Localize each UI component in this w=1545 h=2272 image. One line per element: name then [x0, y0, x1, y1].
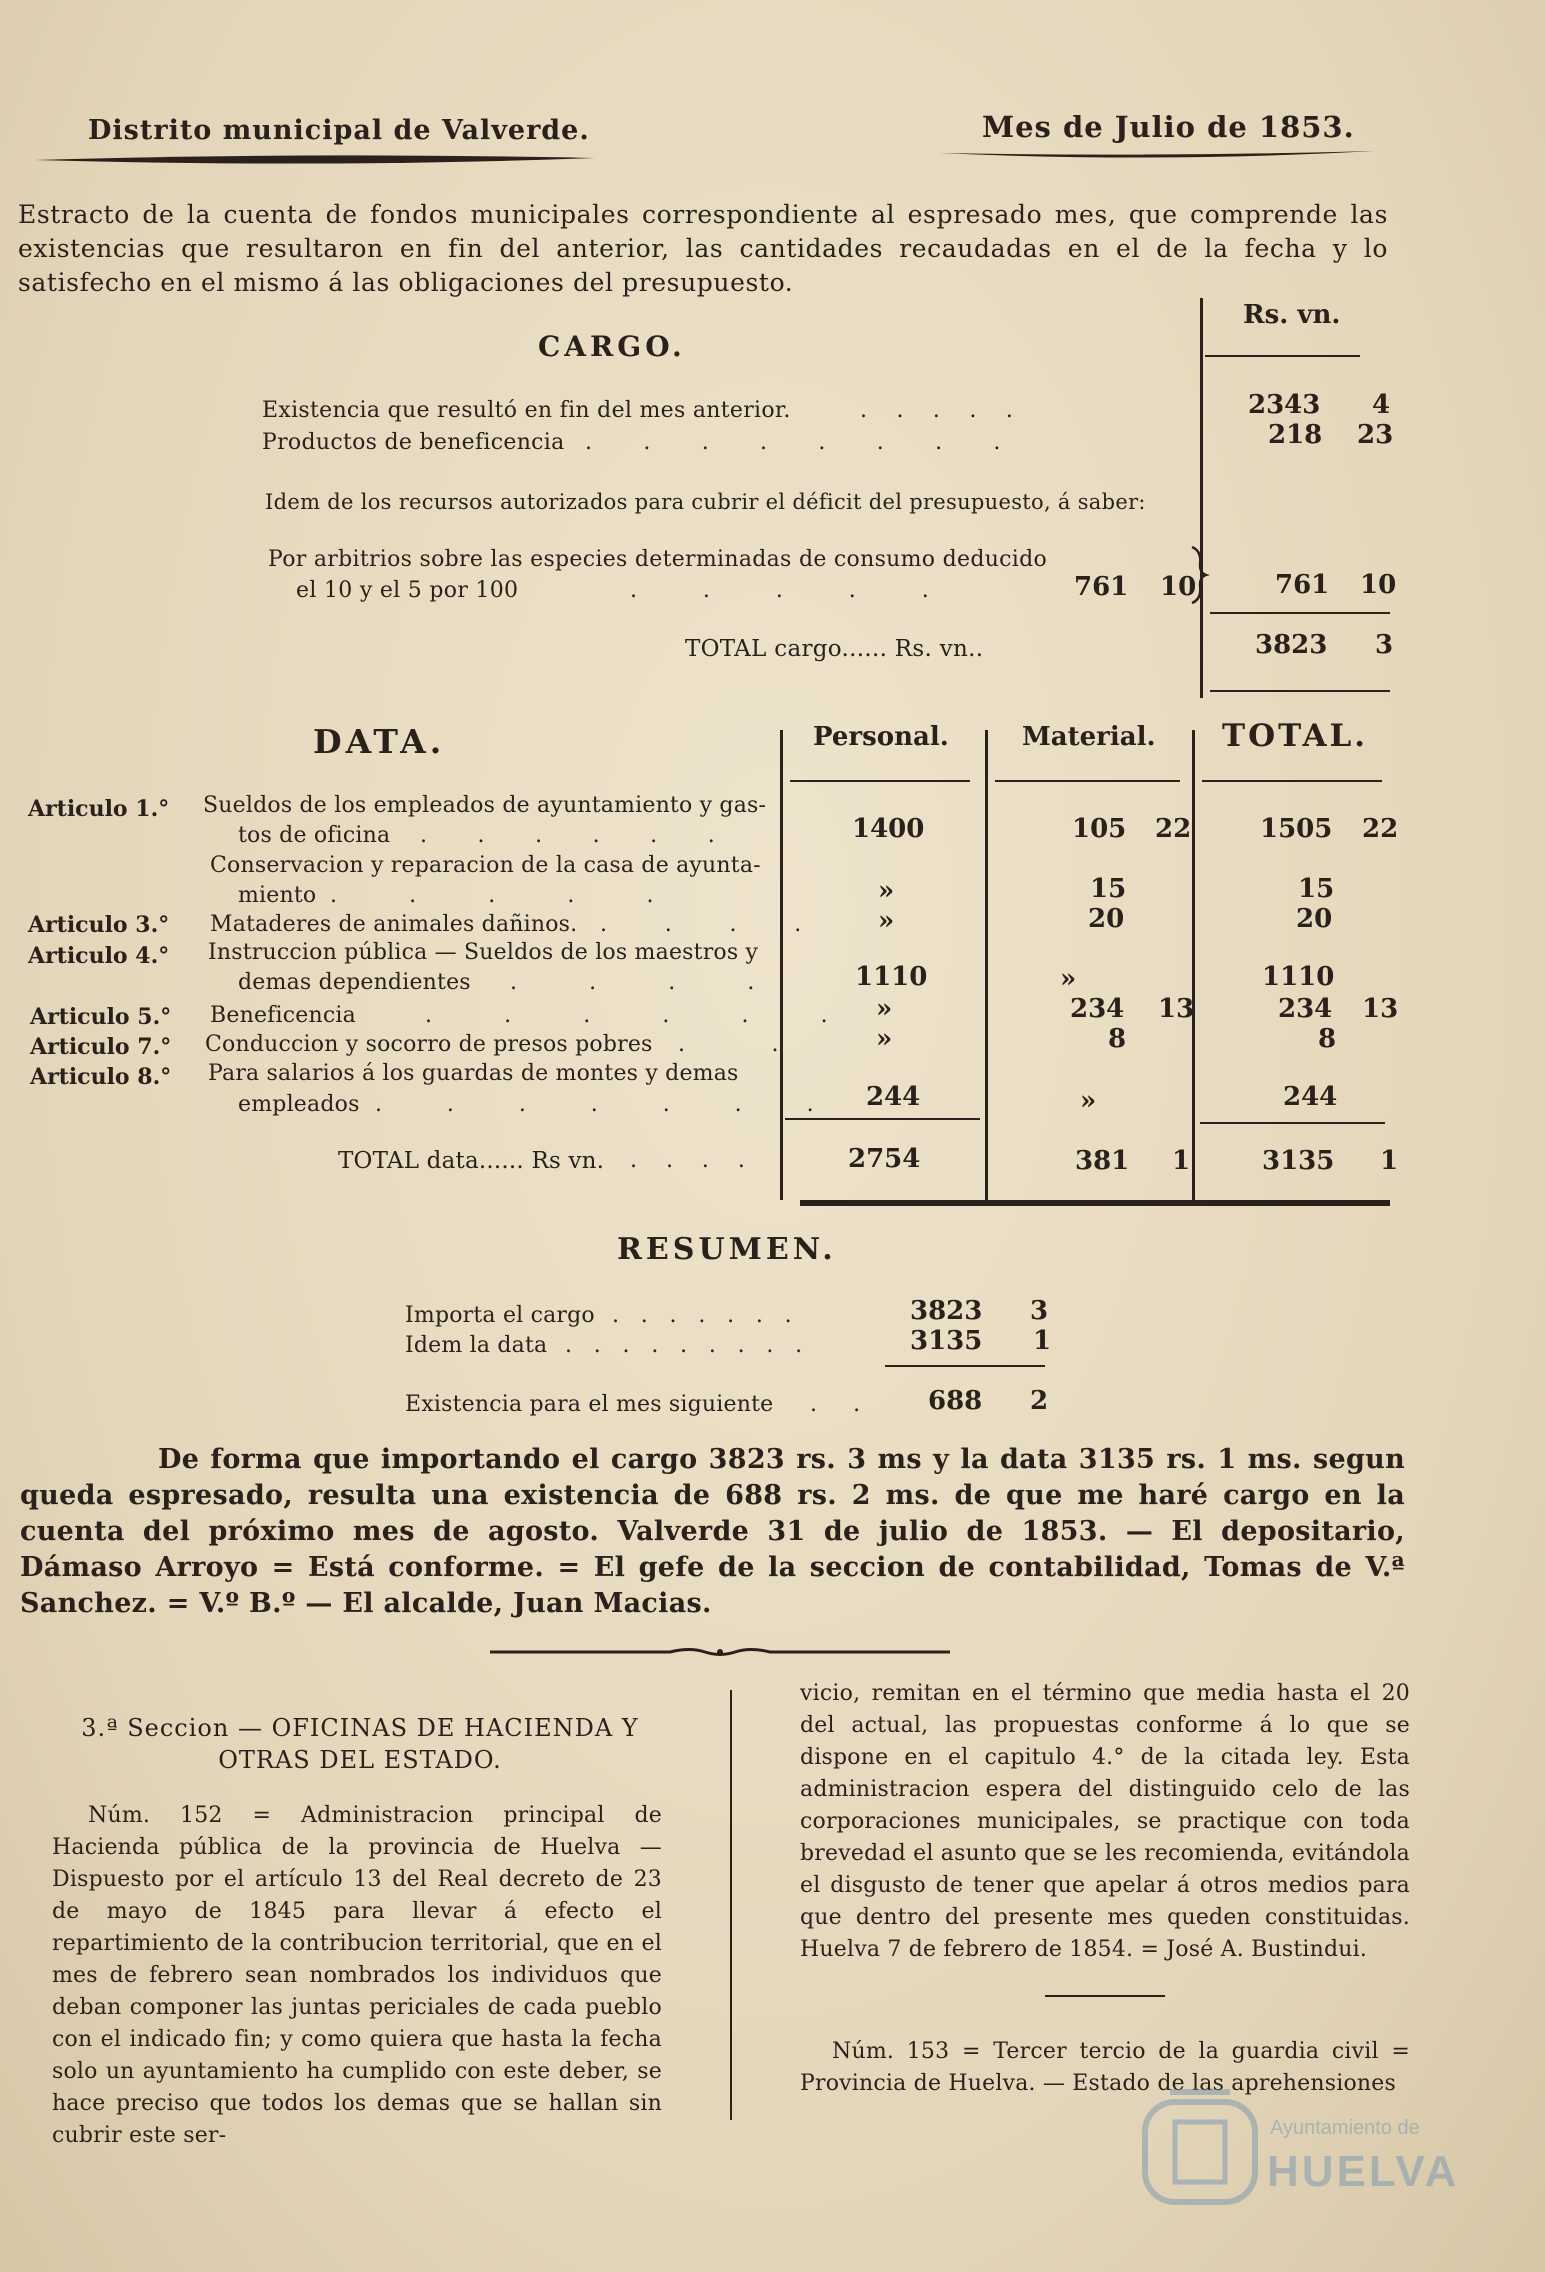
ornament-divider: [490, 1646, 950, 1658]
col-rule-personal: [790, 780, 970, 782]
data-total-material-ms: 1: [1172, 1146, 1191, 1176]
data-row-material-ms: 13: [1158, 994, 1195, 1024]
data-row-line1: Conservacion y reparacion de la casa de ayunta-: [210, 853, 761, 878]
data-row-material: 20: [1088, 904, 1125, 934]
section3-heading-line1: 3.ª Seccion — OFICINAS DE HACIENDA Y: [81, 1714, 639, 1742]
data-row-line1: Para salarios á los guardas de montes y demas: [208, 1061, 739, 1086]
resumen-rule: [885, 1365, 1045, 1367]
dot-leader: . . . . . . .: [612, 1303, 792, 1328]
section3-left-text: Núm. 152 = Administracion principal de Hacienda pública de la provincia de Huelva — Dispuesto por el artículo 13 del Real decreto de 23 de mayo de 1845 para llevar á efecto el repartimiento de la contribucion territorial, que en el mes de febrero sean nombrados los individuos que deban componer las juntas periciales de cada pueblo con el indicado fin; y como quiera que hasta la fecha solo un ayuntamiento ha cumplido con este deber, se hace preciso que todos los demas que se hallan sin cubrir este ser-: [52, 1803, 662, 2148]
data-total-personal: 2754: [848, 1144, 921, 1174]
data-row-total-ms: 13: [1362, 994, 1399, 1024]
cargo-item-existencia-ms: 4: [1372, 390, 1391, 420]
cargo-divider: [1200, 298, 1203, 698]
data-article: Articulo 4.°: [28, 943, 170, 969]
data-row-line1: Conduccion y socorro de presos pobres: [205, 1032, 653, 1057]
data-row-line1: Mataderes de animales dañinos.: [210, 912, 578, 937]
data-row-line1: Beneficencia: [210, 1003, 356, 1028]
cargo-total-label: TOTAL cargo...... Rs. vn..: [685, 636, 984, 662]
district-title: Distrito municipal de Valverde.: [88, 115, 590, 146]
data-total-total-ms: 1: [1380, 1146, 1399, 1176]
dot-leader: . . . .: [600, 912, 802, 937]
currency-header: Rs. vn.: [1243, 300, 1341, 330]
data-row-material: 234: [1070, 994, 1125, 1024]
dot-leader: . . . . . . . .: [585, 430, 1001, 455]
cargo-item-beneficencia: Productos de beneficencia: [262, 430, 565, 455]
data-row-material-ms: 22: [1155, 814, 1192, 844]
cargo-item-beneficencia-rs: 218: [1268, 420, 1323, 450]
data-row-personal: 1400: [852, 814, 925, 844]
resumen-label: Existencia para el mes siguiente: [405, 1392, 774, 1417]
section3-right-text2: Núm. 153 = Tercer tercio de la guardia civil = Provincia de Huelva. — Estado de las aprehensiones: [800, 2039, 1410, 2096]
intro-paragraph: Estracto de la cuenta de fondos municipales correspondiente al espresado mes, que comprende las existencias que resultaron en fin del anterior, las cantidades recaudadas en el de la fecha y lo satisfecho en el mismo á las obligaciones del presupuesto.: [18, 200, 1388, 297]
city-watermark-logo: [1135, 2062, 1465, 2222]
data-row-line2: empleados: [238, 1092, 360, 1117]
dot-leader: . . . .: [510, 970, 755, 995]
data-row-personal: »: [876, 1024, 893, 1054]
section3-heading: [60, 1712, 660, 1776]
cargo-title: CARGO.: [538, 330, 686, 363]
data-row-total: 20: [1296, 904, 1333, 934]
data-article: Articulo 5.°: [30, 1004, 172, 1030]
data-article: Articulo 7.°: [30, 1034, 172, 1060]
col-total: TOTAL.: [1222, 718, 1369, 754]
brace-icon: [1188, 545, 1210, 605]
cargo-item-beneficencia-ms: 23: [1357, 420, 1394, 450]
closing-paragraph: De forma que importando el cargo 3823 rs. 3 ms y la data 3135 rs. 1 ms. segun queda espresado, resulta una existencia de 688 rs. 2 ms. de que me haré cargo en la cuenta del próximo mes de agosto. Valverde 31 de julio de 1853. — El depositario, Dámaso Arroyo = Está conforme. = El gefe de la seccion de contabilidad, Tomas de V.ª Sanchez. = V.º B.º — El alcalde, Juan Macias.: [20, 1444, 1405, 1619]
dot-leader: . . . . . . .: [375, 1092, 814, 1117]
data-row-total: 234: [1278, 994, 1333, 1024]
data-article: Articulo 1.°: [28, 796, 170, 822]
resumen-rs: 688: [928, 1386, 983, 1416]
data-row-total: 1505: [1260, 814, 1333, 844]
cargo-total-rs: 3823: [1255, 630, 1328, 660]
data-vline-1: [780, 730, 783, 1200]
data-vline-2: [985, 730, 988, 1200]
data-row-personal: »: [878, 906, 895, 936]
col-personal: Personal.: [813, 722, 949, 752]
dot-leader: . .: [678, 1032, 779, 1057]
cargo-total-rule: [1210, 612, 1390, 614]
data-article: Articulo 8.°: [30, 1064, 172, 1090]
dot-leader: . .: [810, 1392, 861, 1417]
data-row-total-ms: 22: [1362, 814, 1399, 844]
currency-header-rule: [1205, 355, 1360, 357]
col-material: Material.: [1022, 722, 1156, 752]
cargo-bottom-rule: [1210, 690, 1390, 692]
resumen-rs: 3135: [910, 1326, 983, 1356]
arbitrios-total-ms: 10: [1360, 570, 1397, 600]
resumen-title: RESUMEN.: [617, 1232, 837, 1267]
watermark-line1: Ayuntamiento de: [1270, 2117, 1420, 2139]
data-row-material: 105: [1072, 814, 1127, 844]
data-row-material: »: [1060, 964, 1077, 994]
data-row-personal: 244: [866, 1082, 921, 1112]
arbitrios-sub-rs: 761: [1074, 572, 1129, 602]
dot-leader: . . . . .: [860, 398, 1014, 423]
cargo-item-existencia: Existencia que resultó en fin del mes anterior.: [262, 398, 791, 423]
col-rule-material: [995, 780, 1180, 782]
resumen-label: Importa el cargo: [405, 1303, 595, 1328]
dot-leader: . . . . . . . . .: [565, 1333, 803, 1358]
data-row-total: 15: [1298, 874, 1335, 904]
data-row-total: 8: [1318, 1024, 1337, 1054]
data-row-line2: demas dependientes: [238, 970, 471, 995]
data-row-total: 244: [1283, 1082, 1338, 1112]
data-row-material: 15: [1090, 874, 1127, 904]
data-vline-3: [1192, 730, 1195, 1200]
arbitrios-total-rs: 761: [1275, 570, 1330, 600]
data-row-line1: Sueldos de los empleados de ayuntamiento y gas-: [203, 793, 767, 818]
section3-heading-line2: OTRAS DEL ESTADO.: [218, 1746, 502, 1774]
crest-icon: [1135, 2062, 1465, 2222]
data-total-total: 3135: [1262, 1146, 1335, 1176]
data-row-total: 1110: [1262, 962, 1335, 992]
data-subtotal-rule-total: [1200, 1122, 1385, 1124]
resumen-rs: 3823: [910, 1296, 983, 1326]
resumen-ms: 1: [1033, 1326, 1052, 1356]
arbitrios-line1: Por arbitrios sobre las especies determinadas de consumo deducido: [268, 547, 1048, 572]
arbitrios-line2: el 10 y el 5 por 100: [296, 578, 519, 603]
data-thick-rule: [800, 1200, 1390, 1206]
resumen-ms: 3: [1030, 1296, 1049, 1326]
data-total-label: TOTAL data...... Rs vn.: [338, 1148, 605, 1174]
resumen-ms: 2: [1030, 1386, 1049, 1416]
data-row-line2: tos de oficina: [238, 823, 391, 848]
arbitrios-sub-ms: 10: [1160, 572, 1197, 602]
section3-right-text: vicio, remitan en el término que media hasta el 20 del actual, las propuestas conforme á lo que se dispone en el capitulo 4.° de la citada ley. Esta administracion espera del distinguido celo de las corporaciones municipales, se practique con toda brevedad el asunto que se les recomienda, evitándola el disgusto de tener que apelar á otros medios para que dentro del presente mes queden constituidas. Huelva 7 de febrero de 1854. = José A. Bustindui.: [800, 1681, 1410, 1962]
data-article: Articulo 3.°: [28, 912, 170, 938]
watermark-line2: HUELVA: [1267, 2147, 1460, 2196]
data-row-personal: 1110: [855, 962, 928, 992]
data-row-material: 8: [1108, 1024, 1127, 1054]
data-row-line2: miento: [238, 883, 317, 908]
header-flourish-right: [935, 145, 1380, 165]
data-row-personal: »: [876, 994, 893, 1024]
dot-leader: . . . . . .: [425, 1003, 828, 1028]
data-total-material: 381: [1075, 1146, 1130, 1176]
data-subtotal-rule-personal: [785, 1118, 980, 1120]
short-divider: [1045, 1995, 1165, 1997]
dot-leader: . . . . .: [330, 883, 654, 908]
data-row-line1: Instruccion pública — Sueldos de los maestros y: [208, 940, 759, 965]
cargo-item-existencia-rs: 2343: [1248, 390, 1321, 420]
recursos-label: Idem de los recursos autorizados para cubrir el déficit del presupuesto, á saber:: [265, 490, 1146, 514]
column-divider: [730, 1690, 732, 2120]
header-flourish-left: [30, 150, 600, 170]
data-title: DATA.: [313, 722, 446, 761]
dot-leader: . . . . . .: [420, 823, 715, 848]
month-title: Mes de Julio de 1853.: [982, 110, 1355, 144]
dot-leader: . . . .: [630, 1148, 746, 1173]
cargo-total-ms: 3: [1375, 630, 1394, 660]
dot-leader: . . . . .: [630, 578, 930, 603]
data-row-material: »: [1080, 1086, 1097, 1116]
col-rule-total: [1202, 780, 1382, 782]
resumen-label: Idem la data: [405, 1333, 548, 1358]
data-row-personal: »: [878, 876, 895, 906]
